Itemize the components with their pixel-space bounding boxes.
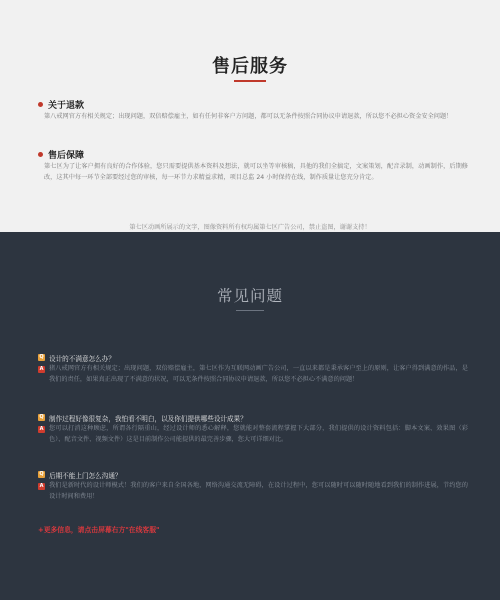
faq-answer-row [38,364,468,385]
faq-question-row [38,352,468,363]
title-underline [234,80,266,82]
faq-question-row [38,469,468,480]
after-sales-section [0,0,500,232]
faq-answer-row [38,481,468,502]
faq-item [38,469,468,502]
after-sales-title: 售后服务 [212,56,288,77]
answer-icon: A [39,365,44,372]
copyright-notice: 第七区动画所展示的文字，图像资料所有权均属第七区广告公司，禁止盗图，谢谢支持！ [129,224,371,231]
faq-question: 后期不能上门怎么沟通？ [49,471,122,480]
refund-section [38,98,468,123]
guarantee-body: 第七区为了让客户拥有良好的合作体验，您只需要提供基本资料及想法，就可以坐等审核稿，具他的我们全搞定，文案策划，配音录制，动画制作，后期修改，这其中每一环节全部要经过您的审核，每一环节力求精益求精，项目总监 24 小时保持在线，制作质量让您充分肯定。 [44,163,468,181]
refund-heading: 关于退款 [48,100,85,111]
faq-question-row [38,412,468,423]
faq-answer: 您可以打消这种顾虑，所谓各行隔重山，经过设计师的悉心解释，您就能对整套流程掌握下大部分，我们提供的设计资料包括：脚本文案、效果图（彩色）、配音文件、视频文件）这是目前制作公司能提供的最完善步骤，您大可详细对比。 [49,425,468,443]
faq-answer: 我们是新时代的设计师模式！我们的客户来自全国各地，网络沟通交流无障碍，在设计过程中，您可以随时可以随时随地看到我们的制作进展，节约您的设计时间和费用！ [49,482,468,500]
faq-answer-row [38,424,468,445]
answer-icon: A [39,482,44,489]
guarantee-section [38,148,468,184]
faq-item [38,412,468,445]
question-icon: Q [39,471,44,477]
faq-item [38,352,468,385]
bullet-icon [38,102,43,107]
more-info-link[interactable]: +更多信息，请点击屏幕右方"在线客服" [38,526,160,534]
bullet-icon [38,152,43,157]
guarantee-heading-row [38,148,468,160]
faq-section [0,232,500,600]
question-icon: Q [39,354,44,360]
faq-question: 制作过程好像很复杂，我怕看不明白，以及你们提供哪些设计成果？ [49,414,247,423]
guarantee-heading: 售后保障 [48,150,85,161]
question-icon: Q [39,414,44,420]
faq-answer: 猪八戒网官方有相关规定；出现问题，双倍赔偿雇主，第七区作为互联网动画广告公司，一直以来都是秉承客户至上的原则，让客户得到满意的作品，是我们的责任，如果真正出现了不满意的状况，可以无条件按照合同协议申请退款，所以您不必担心不满意的问题！ [49,365,468,383]
faq-title-underline [236,310,264,311]
faq-title: 常见问题 [216,287,283,305]
faq-question: 设计的不满意怎么办？ [49,354,115,363]
refund-body: 第八戒网官方有相关规定；出现问题，双倍赔偿雇主，如有任何非客户方问题，都可以无条件按照合同协议申请退款，所以您不必担心资金安全问题！ [44,113,453,120]
refund-heading-row [38,98,468,110]
answer-icon: A [39,425,44,432]
